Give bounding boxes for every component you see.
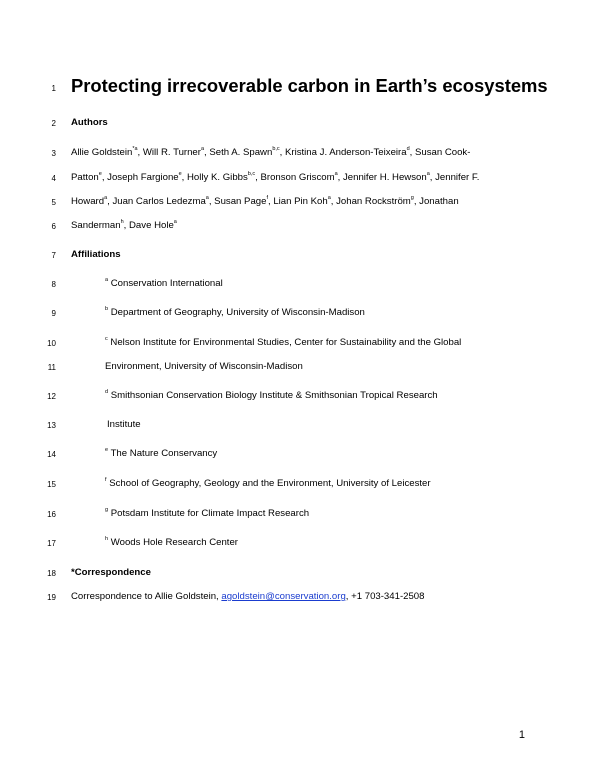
affiliation-text: Nelson Institute for Environmental Studies, Center for Sustainability and the Global xyxy=(110,337,462,348)
affiliation-item xyxy=(105,278,223,290)
author-name-text: , Dave Hole xyxy=(123,220,174,231)
author-name-text: , Jonathan xyxy=(413,196,459,207)
authors-line xyxy=(71,147,470,159)
affiliation-marker: e xyxy=(178,170,182,177)
line-15 xyxy=(0,478,600,492)
author-name-text: , Holly K. Gibbs xyxy=(181,172,248,183)
line-number: 4 xyxy=(51,174,56,183)
line-17 xyxy=(0,537,600,551)
line-1 xyxy=(0,75,600,96)
affiliation-marker: a xyxy=(105,276,109,283)
affiliation-marker: a xyxy=(104,194,108,201)
authors-heading: Authors xyxy=(71,117,108,128)
line-number: 10 xyxy=(47,339,56,348)
affiliation-marker: b xyxy=(105,305,109,312)
affiliation-marker: *a xyxy=(132,145,138,152)
author-name-text: , Jennifer F. xyxy=(429,172,480,183)
affiliation-marker: a xyxy=(327,194,331,201)
line-number: 3 xyxy=(51,149,56,158)
correspondence-text xyxy=(71,591,424,603)
line-6 xyxy=(0,220,600,234)
affiliation-marker: d xyxy=(105,388,109,395)
line-number: 14 xyxy=(47,450,56,459)
author-name-text: , Seth A. Spawn xyxy=(204,147,273,158)
affiliation-marker: f xyxy=(266,194,268,201)
correspondence-suffix: , +1 703-341-2508 xyxy=(345,591,425,602)
affiliation-item xyxy=(105,478,431,490)
line-4 xyxy=(0,172,600,186)
author-name-text: , Bronson Griscom xyxy=(255,172,335,183)
affiliation-text: Environment, University of Wisconsin-Madison xyxy=(105,361,303,372)
line-9 xyxy=(0,307,600,321)
affiliation-marker: b,c xyxy=(247,170,256,177)
affiliation-marker: b,c xyxy=(272,145,280,152)
line-3 xyxy=(0,147,600,161)
line-12 xyxy=(0,390,600,404)
affiliation-text: Smithsonian Conservation Biology Institute & Smithsonian Tropical Research xyxy=(110,390,438,401)
author-name-text: , Kristina J. Anderson-Teixeira xyxy=(279,147,407,158)
affiliation-text: The Nature Conservancy xyxy=(110,448,218,459)
line-number: 7 xyxy=(51,251,56,260)
line-11 xyxy=(0,361,600,375)
line-2 xyxy=(0,117,600,131)
author-name-text: , Susan Page xyxy=(208,196,267,207)
line-19 xyxy=(0,591,600,605)
line-number: 15 xyxy=(47,480,56,489)
affiliation-marker: a xyxy=(200,145,205,152)
author-name-text: , Johan Rockström xyxy=(330,196,411,207)
affiliation-item xyxy=(105,448,217,460)
line-number: 8 xyxy=(51,280,56,289)
author-name-text: , Lian Pin Koh xyxy=(267,196,328,207)
affiliation-text: Potsdam Institute for Climate Impact Research xyxy=(110,508,310,519)
affiliation-marker: h xyxy=(105,535,109,542)
author-name-text: , Joseph Fargione xyxy=(101,172,179,183)
line-number: 1 xyxy=(51,84,56,93)
author-name-text: , Susan Cook- xyxy=(409,147,471,158)
line-number: 5 xyxy=(51,198,56,207)
affiliation-item xyxy=(105,307,365,319)
author-name-text: , Juan Carlos Ledezma xyxy=(107,196,206,207)
affiliation-marker: e xyxy=(98,170,102,177)
affiliation-marker: f xyxy=(105,476,107,483)
line-number: 18 xyxy=(47,569,56,578)
author-name-text: Sanderman xyxy=(71,220,121,231)
correspondence-prefix: Correspondence to Allie Goldstein, xyxy=(71,591,222,602)
line-number: 6 xyxy=(51,222,56,231)
line-number: 2 xyxy=(51,119,56,128)
line-number: 13 xyxy=(47,421,56,430)
page-number: 1 xyxy=(518,729,525,741)
authors-line xyxy=(71,220,177,232)
affiliations-heading: Affiliations xyxy=(71,249,121,260)
affiliation-marker: a xyxy=(334,170,338,177)
affiliation-marker: c xyxy=(105,335,108,342)
line-5 xyxy=(0,196,600,210)
affiliation-item xyxy=(105,337,461,349)
affiliation-marker: h xyxy=(120,218,124,225)
line-number: 19 xyxy=(47,593,56,602)
line-18 xyxy=(0,567,600,581)
line-16 xyxy=(0,508,600,522)
affiliation-marker: d xyxy=(406,145,410,152)
affiliation-marker: g xyxy=(105,506,109,513)
affiliation-marker: e xyxy=(105,446,109,453)
authors-line xyxy=(71,196,459,208)
affiliation-text: School of Geography, Geology and the Environment, University of Leicester xyxy=(109,478,431,489)
line-number: 12 xyxy=(47,392,56,401)
correspondence-heading: *Correspondence xyxy=(71,567,151,578)
line-13 xyxy=(0,419,600,433)
affiliation-marker: a xyxy=(426,170,430,177)
affiliation-marker: a xyxy=(205,194,209,201)
affiliation-text: Institute xyxy=(107,419,141,430)
author-name-text: , Jennifer H. Hewson xyxy=(337,172,427,183)
affiliation-text: Woods Hole Research Center xyxy=(110,537,239,548)
affiliation-marker: a xyxy=(173,218,177,225)
line-number: 11 xyxy=(47,363,56,372)
paper-title: Protecting irrecoverable carbon in Earth’s ecosystems xyxy=(71,75,548,96)
author-name-text: , Will R. Turner xyxy=(137,147,201,158)
authors-line xyxy=(71,172,479,184)
author-name-text: Allie Goldstein xyxy=(71,147,133,158)
line-number: 17 xyxy=(47,539,56,548)
line-10 xyxy=(0,337,600,351)
author-name-text: Howard xyxy=(71,196,105,207)
affiliation-item xyxy=(105,537,238,549)
affiliation-item xyxy=(105,508,309,520)
affiliation-text: Conservation International xyxy=(110,278,223,289)
line-number: 9 xyxy=(51,309,56,318)
affiliation-marker: g xyxy=(410,194,414,201)
affiliation-text: Department of Geography, University of Wisconsin-Madison xyxy=(110,307,365,318)
affiliation-item xyxy=(105,390,438,402)
line-8 xyxy=(0,278,600,292)
author-name-text: Patton xyxy=(71,172,99,183)
line-14 xyxy=(0,448,600,462)
line-number: 16 xyxy=(47,510,56,519)
line-7 xyxy=(0,249,600,263)
email-link[interactable]: agoldstein@conservation.org xyxy=(221,591,346,602)
